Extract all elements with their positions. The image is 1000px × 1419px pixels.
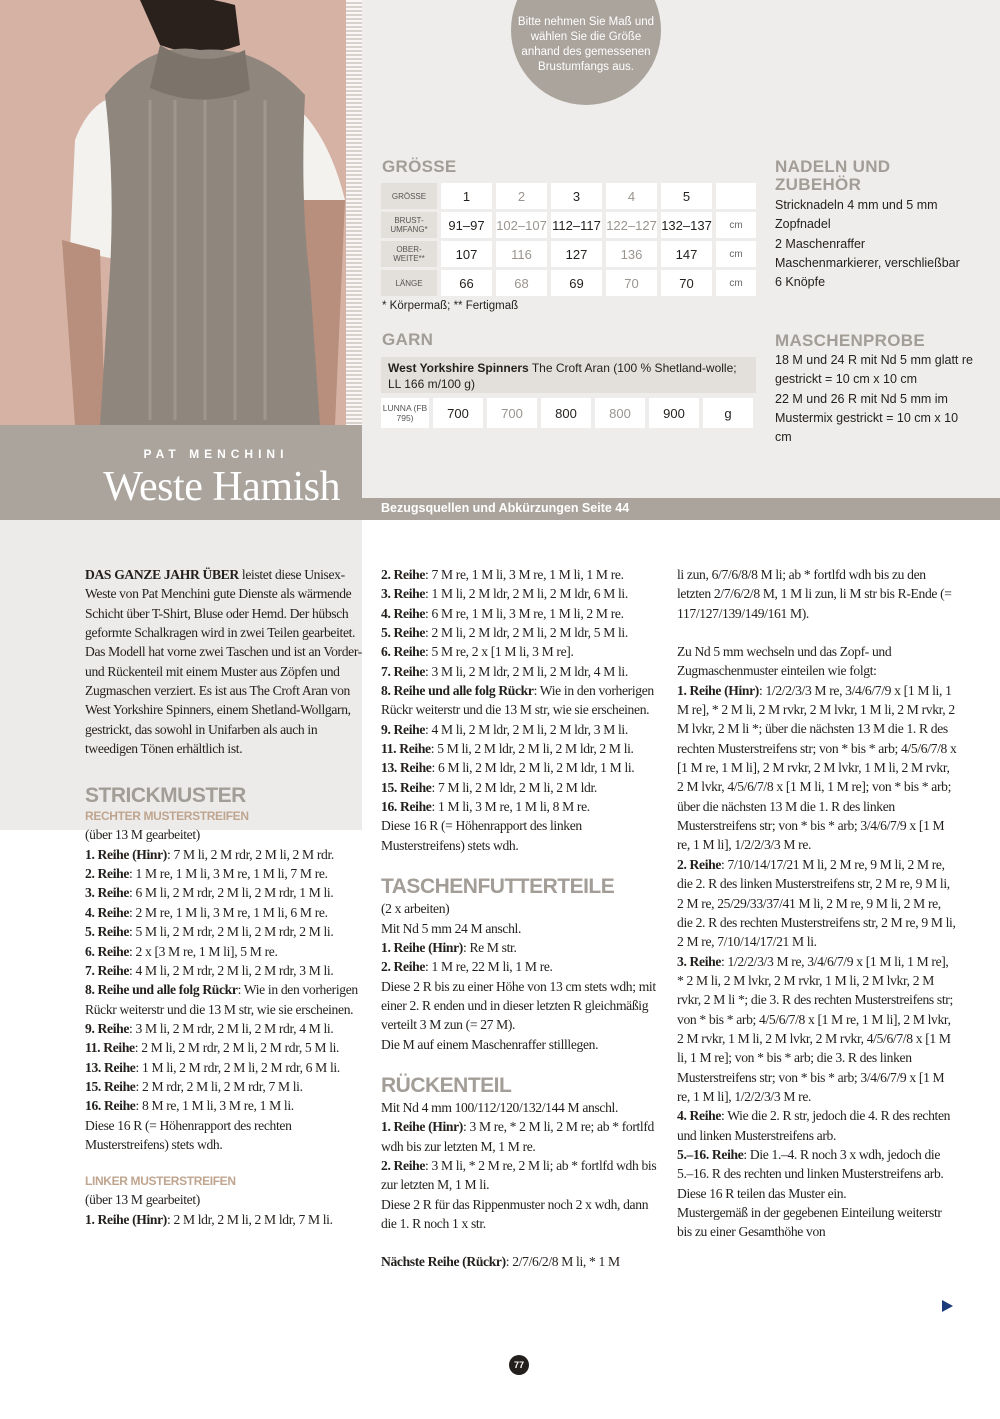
instruction-label: 4. Reihe	[381, 605, 426, 621]
paragraph	[677, 642, 957, 681]
instruction-label: 6. Reihe	[85, 943, 130, 959]
gauge-line: 18 M und 24 R mit Nd 5 mm glatt re gestrickt = 10 cm x 10 cm	[775, 353, 973, 387]
yarn-amount-cell: 700	[433, 398, 483, 428]
instruction-text: : 3 M re, * 2 M li, 2 M re; ab * fortlfd wdh bis zur letzten M, 1 M re.	[381, 1119, 654, 1154]
instruction-row	[677, 1106, 957, 1145]
instruction-row	[381, 720, 659, 739]
instruction-text: : 5 M li, 2 M ldr, 2 M li, 2 M ldr, 2 M li.	[430, 741, 634, 757]
paragraph	[381, 977, 659, 1035]
instruction-text: (über 13 M gearbeitet)	[85, 827, 200, 843]
paragraph	[85, 825, 363, 844]
size-cell: 122–127	[606, 212, 657, 238]
instruction-row	[381, 739, 659, 758]
instruction-row	[381, 681, 659, 720]
instruction-text: : 1 M re, 1 M li, 3 M re, 1 M li, 7 M re.	[129, 866, 328, 882]
instruction-label: 1. Reihe (Hinr)	[381, 939, 463, 955]
instruction-text: li zun, 6/7/6/8/8 M li; ab * fortlfd wdh bis zu den letzten 2/7/6/2/8 M, 1 M li zun, li M str bis R-Ende (= 117/127/139/149/161 M).	[677, 567, 952, 621]
instruction-text: : 2 M rdr, 2 M li, 2 M rdr, 7 M li.	[135, 1078, 303, 1094]
instruction-label: 7. Reihe	[381, 663, 426, 679]
instruction-label: 9. Reihe	[85, 1020, 130, 1036]
needles-item: Zopfnadel	[775, 217, 831, 232]
instruction-label: 2. Reihe	[381, 1157, 426, 1173]
instruction-text: : Wie in den vorherigen Rückr weiterstr und die 13 M str, wie sie erscheinen.	[381, 683, 654, 718]
paragraph	[381, 1035, 659, 1054]
instruction-row	[381, 1252, 659, 1271]
instruction-label: 5.–16. Reihe	[677, 1146, 744, 1162]
yarn-color-label: LUNNA (FB 795)	[381, 398, 429, 428]
yarn-description	[381, 357, 756, 393]
instruction-row	[381, 758, 659, 777]
needles-item: Stricknadeln 4 mm und 5 mm	[775, 198, 938, 212]
paragraph	[677, 1203, 957, 1242]
instruction-row	[381, 957, 659, 976]
instruction-text: : 6 M li, 2 M ldr, 2 M li, 2 M ldr, 1 M li.	[431, 760, 635, 776]
instruction-text: : 3 M li, 2 M rdr, 2 M li, 2 M rdr, 4 M li.	[129, 1020, 334, 1036]
instruction-row	[85, 980, 363, 1019]
instruction-row	[381, 565, 659, 584]
instruction-text: : 7/10/14/17/21 M li, 2 M re, 9 M li, 2 M re, die 2. R des linken Musterstreifens str, 2 M re, 9 M li, 2 M re, 25/29/33/37/41 M li, 2 M re, 9 M li, 2 M re, die 2. R des rechten Musterstreifens str, 2 M re, 9 M li, 2 M re, 7/10/14/17/21 M li.	[677, 856, 956, 950]
size-cell: 116	[496, 241, 547, 267]
instruction-label: 13. Reihe	[381, 760, 432, 776]
instruction-text: : 1 M li, 2 M ldr, 2 M li, 2 M ldr, 6 M li.	[425, 586, 628, 602]
instruction-text: : 5 M li, 2 M rdr, 2 M li, 2 M rdr, 2 M li.	[129, 924, 334, 940]
instruction-row	[381, 938, 659, 957]
instruction-text: : 2/7/6/2/8 M li, * 1 M	[505, 1254, 620, 1270]
paragraph	[381, 1195, 659, 1234]
gauge-line: 22 M und 26 R mit Nd 5 mm im Mustermix gestrickt = 10 cm x 10 cm	[775, 391, 959, 445]
paragraph	[381, 816, 659, 855]
instruction-text: Diese 2 R für das Rippenmuster noch 2 x wdh, dann die 1. R noch 1 x str.	[381, 1196, 649, 1231]
instruction-row	[85, 1058, 363, 1077]
unit-cell: g	[703, 398, 753, 428]
instruction-text: : 1 M li, 2 M rdr, 2 M li, 2 M rdr, 6 M li.	[135, 1059, 340, 1075]
instruction-label: 1. Reihe (Hinr)	[381, 1119, 463, 1135]
instruction-text: : Re M str.	[462, 939, 517, 955]
instruction-text: (über 13 M gearbeitet)	[85, 1192, 200, 1208]
continue-arrow-icon	[942, 1300, 953, 1312]
instruction-text: : 1 M re, 22 M li, 1 M re.	[425, 959, 553, 975]
instruction-row	[677, 855, 957, 952]
instruction-label: 11. Reihe	[381, 741, 431, 757]
paragraph	[381, 899, 659, 918]
instruction-text: : 1 M li, 3 M re, 1 M li, 8 M re.	[431, 799, 590, 815]
unit-cell: cm	[716, 241, 756, 267]
instruction-row	[85, 1096, 363, 1115]
unit-cell	[716, 183, 756, 209]
instruction-row	[677, 1145, 957, 1184]
yarn-amount-cell: 800	[595, 398, 645, 428]
instruction-row	[381, 604, 659, 623]
size-row-label: GRÖSSE	[381, 183, 437, 209]
gauge-heading: MASCHENPROBE	[775, 331, 926, 350]
paragraph	[85, 1190, 363, 1209]
unit-cell: cm	[716, 270, 756, 296]
instruction-text: : 6 M li, 2 M rdr, 2 M li, 2 M rdr, 1 M li.	[129, 885, 334, 901]
instruction-label: 3. Reihe	[381, 586, 426, 602]
instruction-label: 3. Reihe	[677, 953, 722, 969]
instruction-row	[381, 778, 659, 797]
instruction-text: : 2 M li, 2 M ldr, 2 M li, 2 M ldr, 5 M li.	[425, 625, 628, 641]
section-heading: RÜCKENTEIL	[381, 1073, 512, 1097]
instruction-row	[381, 797, 659, 816]
instruction-row	[85, 1077, 363, 1096]
size-cell: 1	[441, 183, 492, 209]
instruction-text: : 2 x [3 M re, 1 M li], 5 M re.	[129, 943, 278, 959]
instruction-label: Nächste Reihe (Rückr)	[381, 1254, 506, 1270]
instruction-row	[381, 1117, 659, 1156]
instruction-label: 15. Reihe	[85, 1078, 136, 1094]
size-cell: 69	[551, 270, 602, 296]
column-3	[677, 565, 957, 1242]
instruction-label: 1. Reihe (Hinr)	[85, 846, 167, 862]
instruction-label: 2. Reihe	[381, 959, 426, 975]
instruction-label: 15. Reihe	[381, 779, 432, 795]
size-cell: 107	[441, 241, 492, 267]
instruction-label: 16. Reihe	[85, 1098, 136, 1114]
instruction-label: DAS GANZE JAHR ÜBER	[85, 567, 239, 582]
instruction-row	[381, 623, 659, 642]
instruction-label: 11. Reihe	[85, 1040, 135, 1056]
instruction-text: : 7 M re, 1 M li, 3 M re, 1 M li, 1 M re.	[425, 567, 624, 582]
size-cell: 2	[496, 183, 547, 209]
instruction-label: 1. Reihe (Hinr)	[677, 682, 759, 698]
yarn-heading: GARN	[382, 330, 434, 349]
instruction-row	[85, 1019, 363, 1038]
instruction-row	[381, 662, 659, 681]
instruction-text: Mustergemäß in der gegebenen Einteilung weiterstr bis zu einer Gesamthöhe von	[677, 1205, 942, 1240]
yarn-amount-cell: 900	[649, 398, 699, 428]
column-1	[85, 565, 363, 1229]
instruction-row	[85, 845, 363, 864]
paragraph	[677, 1184, 957, 1203]
size-cell: 68	[496, 270, 547, 296]
instruction-text: : 3 M li, * 2 M re, 2 M li; ab * fortlfd wdh bis zur letzten M, 1 M li.	[381, 1157, 657, 1193]
instruction-label: 3. Reihe	[85, 885, 130, 901]
instruction-row	[85, 903, 363, 922]
gauge-text	[775, 351, 975, 447]
yarn-details: The Croft Aran (100 % Shetland-wolle; LL 166 m/100 g)	[388, 361, 737, 391]
size-cell: 4	[606, 183, 657, 209]
subsection-heading: RECHTER MUSTERSTREIFEN	[85, 809, 249, 824]
instruction-label: 2. Reihe	[85, 866, 130, 882]
instruction-label: 13. Reihe	[85, 1059, 136, 1075]
instruction-label: 16. Reihe	[381, 799, 432, 815]
instruction-row	[85, 1210, 363, 1229]
measurement-note: Bitte nehmen Sie Maß und wählen Sie die Größe anhand des gemessenen Brustumfangs aus.	[511, 0, 661, 105]
column-2	[381, 565, 659, 1272]
yarn-quantity-table	[381, 398, 753, 428]
instruction-label: 4. Reihe	[677, 1108, 722, 1124]
yarn-brand: West Yorkshire Spinners	[388, 361, 529, 375]
unit-cell: cm	[716, 212, 756, 238]
size-cell: 5	[661, 183, 712, 209]
instruction-row	[85, 883, 363, 902]
section-heading: STRICKMUSTER	[85, 784, 246, 808]
size-cell: 70	[661, 270, 712, 296]
instruction-row	[85, 864, 363, 883]
instruction-text: (2 x arbeiten)	[381, 901, 450, 917]
designer-name: PAT MENCHINI	[143, 447, 289, 461]
size-cell: 102–107	[496, 212, 547, 238]
instruction-row	[677, 681, 957, 855]
size-cell: 3	[551, 183, 602, 209]
instruction-text: : 5 M re, 2 x [1 M li, 3 M re].	[425, 644, 574, 660]
instruction-label: 2. Reihe	[677, 856, 722, 872]
instruction-row	[677, 952, 957, 1107]
instruction-text: : Wie die 2. R str, jedoch die 4. R des rechten und linken Musterstreifens arb.	[677, 1108, 951, 1143]
instruction-row	[85, 565, 363, 758]
size-row-label: LÄNGE	[381, 270, 437, 296]
instruction-text: Diese 16 R (= Höhenrapport des rechten Musterstreifens) stets wdh.	[85, 1117, 292, 1152]
instruction-label: 6. Reihe	[381, 644, 426, 660]
instruction-text: : 6 M re, 1 M li, 3 M re, 1 M li, 2 M re.	[425, 605, 624, 621]
gauge-section	[775, 332, 975, 447]
instruction-row	[85, 961, 363, 980]
size-heading: GRÖSSE	[382, 157, 457, 176]
needles-item: 6 Knöpfe	[775, 275, 826, 290]
size-cell: 127	[551, 241, 602, 267]
sources-bar: Bezugsquellen und Abkürzungen Seite 44	[362, 498, 1000, 520]
instruction-label: 1. Reihe (Hinr)	[85, 1211, 167, 1227]
instruction-label: 5. Reihe	[381, 625, 426, 641]
size-row-label: OBER-WEITE**	[381, 241, 437, 267]
size-cell: 112–117	[551, 212, 602, 238]
needles-item: 2 Maschenraffer	[775, 236, 866, 251]
instruction-row	[381, 642, 659, 661]
needles-list	[775, 196, 975, 292]
size-table	[381, 183, 756, 296]
instruction-row	[381, 1156, 659, 1195]
section-heading: TASCHENFUTTERTEILE	[381, 875, 615, 899]
instruction-label: 7. Reihe	[85, 962, 130, 978]
size-cell: 91–97	[441, 212, 492, 238]
instruction-text: : 2 M re, 1 M li, 3 M re, 1 M li, 6 M re.	[129, 904, 328, 920]
page-number: 77	[509, 1355, 529, 1375]
instruction-text: : 8 M re, 1 M li, 3 M re, 1 M li.	[135, 1098, 294, 1114]
instruction-text: : Die 1.–4. R noch 3 x wdh, jedoch die 5.–16. R des rechten und linken Musterstreifens arb.	[677, 1146, 944, 1182]
size-cell: 147	[661, 241, 712, 267]
yarn-amount-cell: 800	[541, 398, 591, 428]
size-cell: 136	[606, 241, 657, 267]
instruction-text: Diese 2 R bis zu einer Höhe von 13 cm stets wdh; mit einer 2. R enden und in dieser letzten R gleichmäßig verteilt 3 M zun (= 27 M).	[381, 978, 656, 1033]
size-cell: 66	[441, 270, 492, 296]
instruction-text: : 4 M li, 2 M ldr, 2 M li, 2 M ldr, 3 M li.	[425, 721, 628, 737]
instruction-text: leistet diese Unisex-Weste von Pat Menchini gute Dienste als wärmende Schicht über T-Shirt, Bluse oder Hemd. Der hübsch geformte Schalkragen wird in zwei Teilen gearbeitet. Das Modell hat vorne zwei Taschen und ist an Vorder- und Rückenteil mit einem Muster aus Zöpfen und Zugmaschen verziert. Es ist aus The Croft Aran von West Yorkshire Spinners, einem Shetland-Wollgarn, gestrickt, das sowohl in Unifarben als auch in tweedigen Tönen erhältlich ist.	[85, 567, 362, 757]
instruction-label: 5. Reihe	[85, 924, 130, 940]
instruction-text: Mit Nd 5 mm 24 M anschl.	[381, 920, 521, 936]
vest-photo-illustration	[0, 0, 362, 425]
instruction-text: : Wie in den vorherigen Rückr weiterstr und die 13 M str, wie sie erscheinen.	[85, 982, 358, 1017]
instruction-row	[381, 584, 659, 603]
needles-heading: NADELN UND ZUBEHÖR	[775, 157, 891, 194]
paragraph	[85, 1116, 363, 1155]
instruction-row	[85, 922, 363, 941]
instruction-text: : 1/2/2/3/3 M re, 3/4/6/7/9 x [1 M li, 1 M re], * 2 M li, 2 M lvkr, 2 M rvkr, 1 M li, 2 M lvkr, 2 M rvkr, 2 M li *; die 3. R des rechten Musterstreifens str; von * bis * arb; 4/5/6/7/8 x [1 M re, 1 M li], 2 M lvkr, 2 M rvkr, 1 M li, 2 M lvkr, 2 M rvkr, 4/5/6/7/8 x [1 M li, 1 M re]; von * bis * arb; die 3. R des linken Musterstreifens str; von * bis * arb; 3/4/6/7/9 x [1 M re, 1 M li], 1/2/2/3/3 M re.	[677, 953, 953, 1104]
instruction-text: Zu Nd 5 mm wechseln und das Zopf- und Zugmaschenmuster einteilen wie folgt:	[677, 644, 892, 679]
instruction-text: : 4 M li, 2 M rdr, 2 M li, 2 M rdr, 3 M li.	[129, 962, 334, 978]
instruction-text: Die M auf einem Maschenraffer stilllegen.	[381, 1036, 599, 1052]
pattern-title: Weste Hamish	[103, 464, 340, 510]
instruction-label: 8. Reihe und alle folg Rückr	[381, 683, 534, 699]
instruction-label: 9. Reihe	[381, 721, 426, 737]
model-photo	[0, 0, 362, 425]
instruction-row	[85, 1038, 363, 1057]
instruction-text: : 2 M ldr, 2 M li, 2 M ldr, 7 M li.	[166, 1211, 333, 1227]
size-cell: 70	[606, 270, 657, 296]
instruction-text: Diese 16 R teilen das Muster ein.	[677, 1185, 847, 1201]
instruction-text: : 7 M li, 2 M ldr, 2 M li, 2 M ldr.	[431, 779, 597, 795]
yarn-amount-cell: 700	[487, 398, 537, 428]
instruction-text: : 3 M li, 2 M ldr, 2 M li, 2 M ldr, 4 M li.	[425, 663, 628, 679]
paragraph	[677, 565, 957, 623]
size-cell: 132–137	[661, 212, 712, 238]
needles-section	[775, 158, 975, 292]
size-row-label: BRUST-UMFANG*	[381, 212, 437, 238]
instruction-text: : 2 M li, 2 M rdr, 2 M li, 2 M rdr, 5 M li.	[134, 1040, 340, 1056]
paragraph	[381, 919, 659, 938]
instruction-row	[85, 942, 363, 961]
instruction-text: : 1/2/2/3/3 M re, 3/4/6/7/9 x [1 M li, 1 M re], * 2 M li, 2 M rvkr, 2 M lvkr, 1 M li, 2 M rvkr, 2 M lvkr, 2 M li *; über die nächsten 13 M die 1. R des rechten Musterstreifens str; von * bis * arb; 4/5/6/7/8 x [1 M re, 1 M li], 2 M rvkr, 2 M lvkr, 1 M li, 2 M rvkr, 2 M lvkr, 4/5/6/7/8 x [1 M li, 1 M re]; von * bis * arb; über die nächsten 13 M die 1. R des linken Musterstreifens str; von * bis * arb; 3/4/6/7/9 x [1 M re, 1 M li], 1/2/2/3/3 M re.	[677, 682, 957, 853]
instruction-text: : 7 M li, 2 M rdr, 2 M li, 2 M rdr.	[166, 846, 334, 862]
instruction-text: Mit Nd 4 mm 100/112/120/132/144 M anschl.	[381, 1099, 619, 1115]
size-footnote: * Körpermaß; ** Fertigmaß	[382, 300, 519, 312]
instruction-label: 2. Reihe	[381, 567, 426, 582]
title-band	[0, 425, 362, 520]
subsection-heading: LINKER MUSTERSTREIFEN	[85, 1174, 236, 1189]
needles-item: Maschenmarkierer, verschließbar	[775, 255, 960, 270]
instruction-text: Diese 16 R (= Höhenrapport des linken Musterstreifens) stets wdh.	[381, 818, 582, 853]
instruction-label: 8. Reihe und alle folg Rückr	[85, 982, 238, 998]
instruction-label: 4. Reihe	[85, 904, 130, 920]
paragraph	[381, 1098, 659, 1117]
